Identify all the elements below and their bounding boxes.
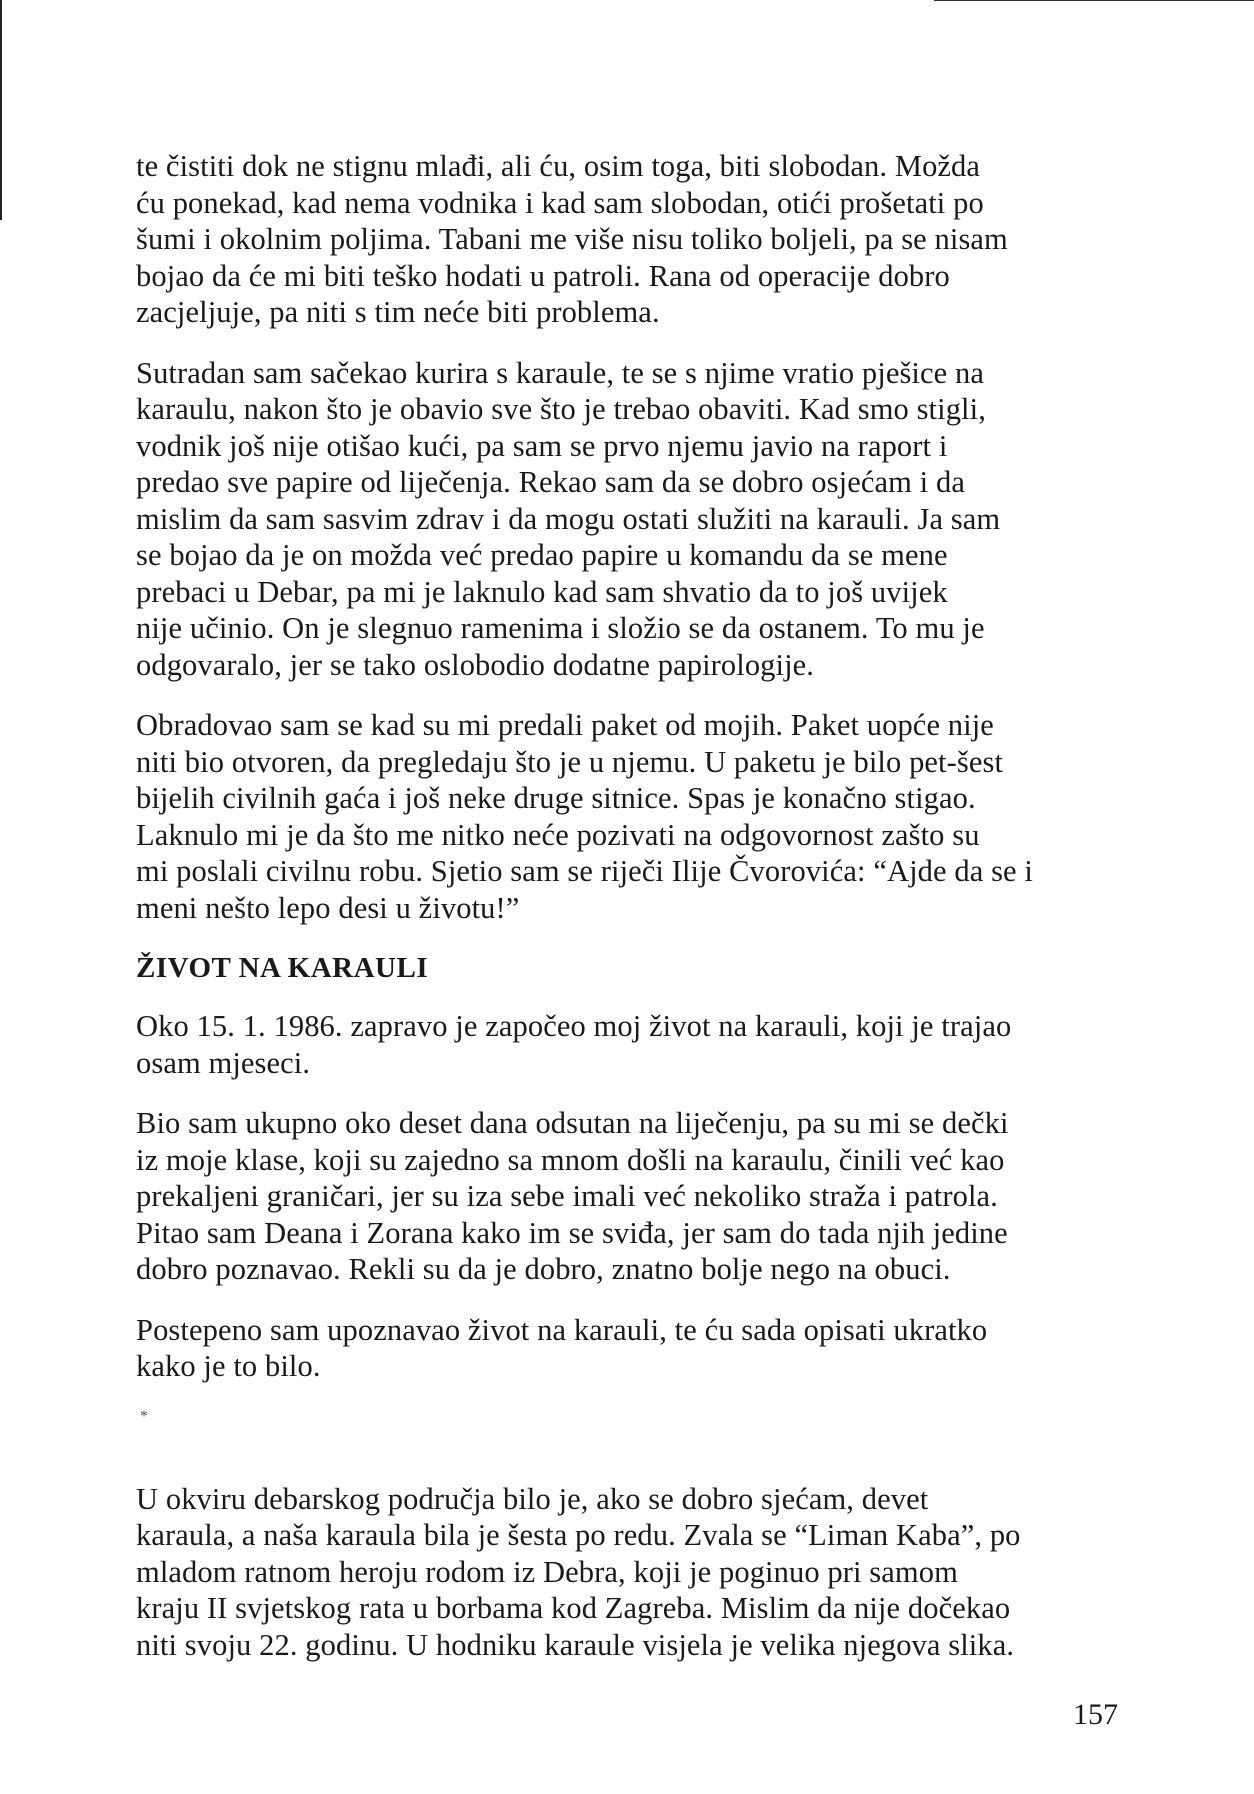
text-line: prebaci u Debar, pa mi je laknulo kad sam shvatio da to još uvijek [136,574,948,609]
text-line: bijelih civilnih gaća i još neke druge sitnice. Spas je konačno stigao. [136,781,976,815]
text-line: bojao da će mi biti teško hodati u patroli. Rana od operacije dobro [136,258,950,293]
text-line: zacjeljuje, pa niti s tim neće biti problema. [136,295,660,329]
paragraph-4 [136,1008,1116,1081]
text-line: ću ponekad, kad nema vodnika i kad sam slobodan, otići prošetati po [136,185,984,220]
text-line: kraju II svjetskog rata u borbama kod Zagreba. Mislim da nije dočekao [136,1591,1011,1625]
text-line: vodnik još nije otišao kući, pa sam se prvo njemu javio na raport i [136,428,948,463]
section-separator-asterisk: * [140,1407,148,1425]
paragraph-2 [136,355,1116,684]
scan-edge-line-top [934,0,1254,1]
page-body [136,148,1116,1687]
paragraph-5 [136,1105,1116,1288]
page-number: 157 [1073,1698,1118,1731]
text-line: Postepeno sam upoznavao život na karauli, te ću sada opisati ukratko [136,1312,988,1347]
text-line: karaulu, nakon što je obavio sve što je trebao obaviti. Kad smo stigli, [136,392,986,426]
text-line: Oko 15. 1. 1986. zapravo je započeo moj život na karauli, koji je trajao [136,1009,1012,1043]
text-line: odgovaralo, jer se tako oslobodio dodatne papirologije. [136,647,815,682]
paragraph-6 [136,1312,1116,1385]
text-line: Pitao sam Deana i Zorana kako im se sviđa, jer sam do tada njih jedine [136,1215,1008,1250]
text-line: niti bio otvoren, da pregledaju što je u njemu. U paketu je bilo pet-šest [136,744,1004,779]
text-line: nije učinio. On je slegnuo ramenima i složio se da ostanem. To mu je [136,611,985,645]
text-line: mislim da sam sasvim zdrav i da mogu ostati služiti na karauli. Ja sam [136,501,1001,536]
text-line: dobro poznavao. Rekli su da je dobro, znatno bolje nego na obuci. [136,1252,951,1286]
text-line: iz moje klase, koji su zajedno sa mnom došli na karaulu, činili već kao [136,1142,1005,1177]
paragraph-3 [136,707,1116,926]
text-line: Obradovao sam se kad su mi predali paket od mojih. Paket uopće nije [136,708,994,742]
text-line: Sutradan sam sačekao kurira s karaule, te se s njime vratio pješice na [136,355,984,390]
text-line: predao sve papire od liječenja. Rekao sam da se dobro osjećam i da [136,465,965,499]
text-line: meni nešto lepo desi u životu!” [136,890,520,925]
text-line: te čistiti dok ne stignu mlađi, ali ću, osim toga, biti slobodan. Možda [136,149,981,183]
text-line: karaula, a naša karaula bila je šesta po redu. Zvala se “Liman Kaba”, po [136,1518,1021,1552]
paragraph-1 [136,148,1116,331]
scan-edge-line [0,0,2,220]
text-line: mladom ratnom heroju rodom iz Debra, koji je poginuo pri samom [136,1554,958,1589]
text-line: kako je to bilo. [136,1349,321,1383]
text-line: šumi i okolnim poljima. Tabani me više nisu toliko boljeli, pa se nisam [136,222,1008,256]
text-line: niti svoju 22. godinu. U hodniku karaule visjela je velika njegova slika. [136,1627,1015,1662]
text-line: se bojao da je on možda već predao papire u komandu da se mene [136,538,948,572]
text-line: osam mjeseci. [136,1045,311,1080]
text-line: prekaljeni graničari, jer su iza sebe imali već nekoliko straža i patrola. [136,1179,998,1213]
text-line: mi poslali civilnu robu. Sjetio sam se riječi Ilije Čvorovića: “Ajde da se i [136,854,1033,888]
text-line: Bio sam ukupno oko deset dana odsutan na liječenju, pa su mi se dečki [136,1106,1009,1140]
text-line: U okviru debarskog područja bilo je, ako se dobro sjećam, devet [136,1481,929,1516]
paragraph-7 [136,1481,1116,1664]
text-line: Laknulo mi je da što me nitko neće pozivati na odgovornost zašto su [136,817,980,852]
section-heading: ŽIVOT NA KARAULI [136,952,429,984]
